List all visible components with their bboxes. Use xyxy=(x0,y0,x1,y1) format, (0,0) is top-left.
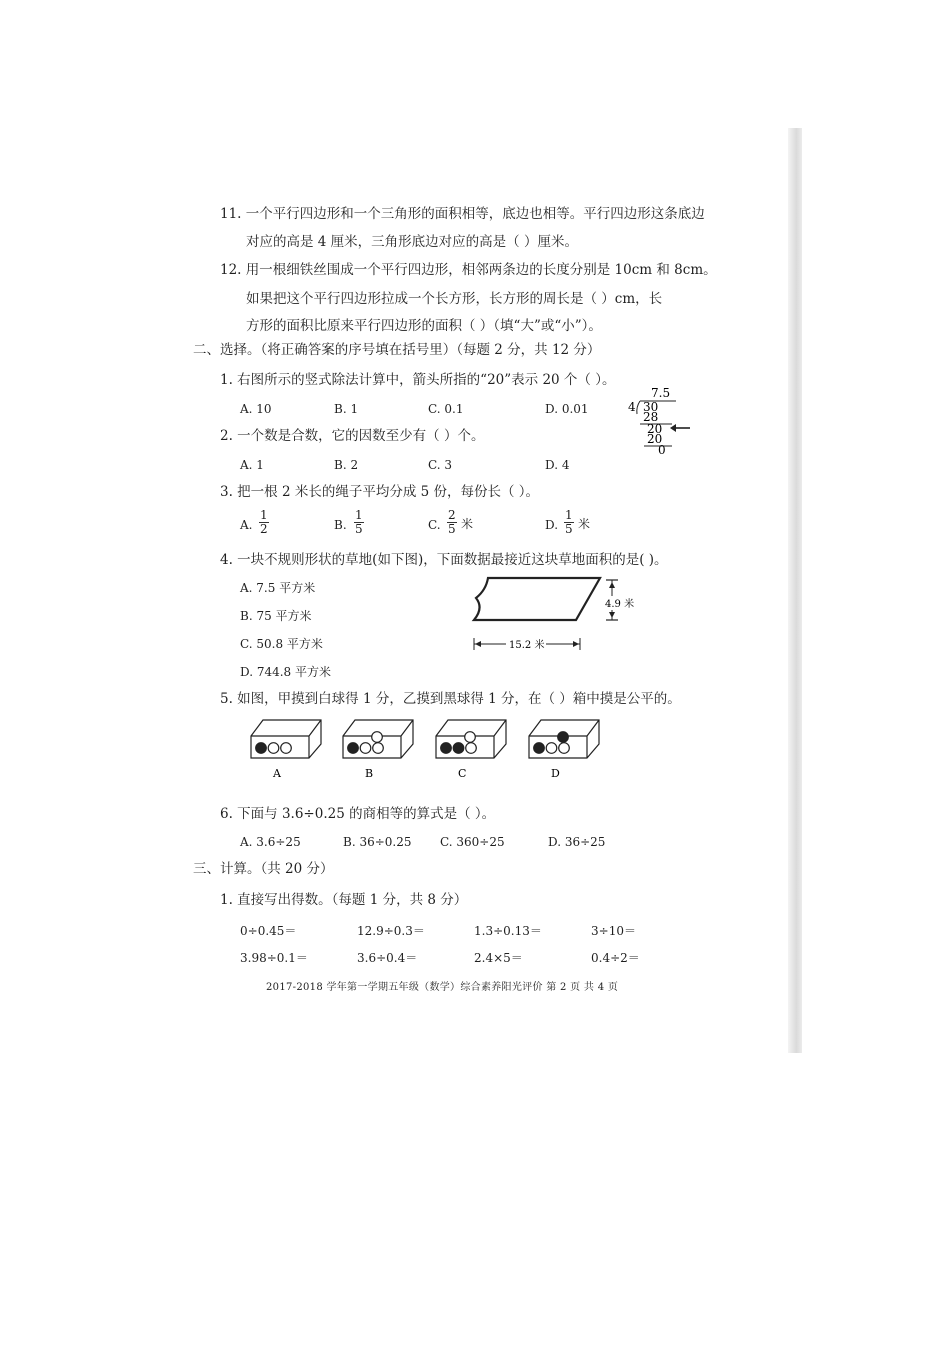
black-ball xyxy=(256,743,267,754)
calc-sub1-title: 1. 直接写出得数。（每题 1 分，共 8 分） xyxy=(220,892,468,908)
choice3-option-c-fraction xyxy=(447,509,457,536)
white-ball xyxy=(360,743,371,754)
fraction-numerator: 1 xyxy=(565,508,573,522)
black-ball xyxy=(534,743,545,754)
choice3-option-a-fraction xyxy=(259,509,269,536)
q12-line3: 方形的面积比原来平行四边形的面积（ ）（填“大”或“小”）。 xyxy=(246,318,602,334)
calc-item: 0÷0.45＝ xyxy=(240,924,297,938)
calc-item: 3.98÷0.1＝ xyxy=(240,951,308,965)
q12-line1: 12. 用一根细铁丝围成一个平行四边形，相邻两条边的长度分别是 10cm 和 8cm。 xyxy=(220,262,717,278)
choice3-option-b-label: B. xyxy=(334,518,347,532)
choice4-stem: 4. 一块不规则形状的草地(如下图)，下面数据最接近这块草地面积的是( )。 xyxy=(220,552,668,568)
calc-item: 2.4×5＝ xyxy=(474,951,523,965)
long-division-figure xyxy=(622,384,702,456)
division-divisor: 4 xyxy=(628,400,636,414)
grassland-figure xyxy=(466,570,646,660)
choice3-option-b-fraction xyxy=(354,509,364,536)
white-ball xyxy=(465,732,476,743)
black-ball xyxy=(453,743,464,754)
choice3-stem: 3. 把一根 2 米长的绳子平均分成 5 份，每份长（ ）。 xyxy=(220,484,540,500)
choice1-option-d: D. 0.01 xyxy=(545,402,589,416)
choice1-option-c: C. 0.1 xyxy=(428,402,464,416)
choice6-option-d: D. 36÷25 xyxy=(548,835,606,849)
q12-line2: 如果把这个平行四边形拉成一个长方形，长方形的周长是（ ）cm，长 xyxy=(246,291,663,307)
choice3-option-d-unit: 米 xyxy=(578,517,591,531)
ball-box-d xyxy=(527,718,609,782)
choice3-option-c-unit: 米 xyxy=(461,517,474,531)
choice6-option-c: C. 360÷25 xyxy=(440,835,505,849)
choice3-option-d-label: D. xyxy=(545,518,559,532)
fraction-denominator: 5 xyxy=(355,522,363,536)
white-ball xyxy=(546,743,557,754)
calc-item: 3÷10＝ xyxy=(591,924,636,938)
box-label: D xyxy=(551,767,560,780)
ball-box-b xyxy=(341,718,423,782)
white-ball xyxy=(268,743,279,754)
choice2-option-b: B. 2 xyxy=(334,458,359,472)
division-subtract-2: 20 xyxy=(647,432,663,446)
choice5-stem: 5. 如图，甲摸到白球得 1 分，乙摸到黑球得 1 分，在（ ）箱中摸是公平的。 xyxy=(220,691,681,707)
base-label: 15.2 米 xyxy=(509,640,545,651)
choice3-option-c-label: C. xyxy=(428,518,441,532)
division-remainder-20: 20 xyxy=(647,422,663,436)
box-label: C xyxy=(458,767,467,780)
white-ball xyxy=(281,743,292,754)
q11-line1: 11. 一个平行四边形和一个三角形的面积相等，底边也相等。平行四边形这条底边 xyxy=(220,206,705,222)
division-dividend: 30 xyxy=(643,400,659,414)
calc-item: 3.6÷0.4＝ xyxy=(357,951,418,965)
ball-box-a xyxy=(249,718,331,782)
height-label: 4.9 米 xyxy=(605,599,635,610)
black-ball xyxy=(348,743,359,754)
black-ball xyxy=(441,743,452,754)
arrow-left-icon xyxy=(670,424,690,432)
calc-item: 12.9÷0.3＝ xyxy=(357,924,425,938)
calc-item: 0.4÷2＝ xyxy=(591,951,640,965)
choice6-stem: 6. 下面与 3.6÷0.25 的商相等的算式是（ ）。 xyxy=(220,806,496,822)
choice2-stem: 2. 一个数是合数，它的因数至少有（ ）个。 xyxy=(220,428,485,444)
page-footer: 2017-2018 学年第一学期五年级（数学）综合素养阳光评价 第 2 页 共 4 页 xyxy=(266,982,619,993)
white-ball xyxy=(372,732,383,743)
choice2-option-d: D. 4 xyxy=(545,458,570,472)
choice4-option-c: C. 50.8 平方米 xyxy=(240,637,323,651)
white-ball xyxy=(559,743,570,754)
choice1-stem: 1. 右图所示的竖式除法计算中，箭头所指的“20”表示 20 个（ ）。 xyxy=(220,372,616,388)
fraction-numerator: 2 xyxy=(448,508,456,522)
section2-title: 二、选择。（将正确答案的序号填在括号里）（每题 2 分，共 12 分） xyxy=(193,342,601,358)
choice4-option-d: D. 744.8 平方米 xyxy=(240,665,331,679)
choice2-option-a: A. 1 xyxy=(240,458,264,472)
division-final-zero: 0 xyxy=(658,443,666,456)
calc-item: 1.3÷0.13＝ xyxy=(474,924,542,938)
choice1-option-b: B. 1 xyxy=(334,402,359,416)
choice1-option-a: A. 10 xyxy=(240,402,272,416)
division-subtract-1: 28 xyxy=(643,410,659,424)
fraction-denominator: 5 xyxy=(565,522,573,536)
fraction-numerator: 1 xyxy=(260,508,268,522)
white-ball xyxy=(373,743,384,754)
choice6-option-a: A. 3.6÷25 xyxy=(240,835,301,849)
choice2-option-c: C. 3 xyxy=(428,458,453,472)
fraction-numerator: 1 xyxy=(355,508,363,522)
box-label: B xyxy=(365,767,374,780)
choice3-option-a-label: A. xyxy=(240,518,253,532)
white-ball xyxy=(466,743,477,754)
division-quotient: 7.5 xyxy=(651,386,671,400)
q11-line2: 对应的高是 4 厘米，三角形底边对应的高是（ ）厘米。 xyxy=(246,234,578,250)
choice4-option-b: B. 75 平方米 xyxy=(240,609,312,623)
choice3-option-d-fraction xyxy=(564,509,574,536)
fraction-denominator: 5 xyxy=(448,522,456,536)
choice4-option-a: A. 7.5 平方米 xyxy=(240,581,316,595)
fraction-denominator: 2 xyxy=(260,522,268,536)
ball-box-c xyxy=(434,718,516,782)
scan-shadow-edge xyxy=(788,128,802,1053)
section3-title: 三、计算。（共 20 分） xyxy=(193,861,334,877)
choice6-option-b: B. 36÷0.25 xyxy=(343,835,412,849)
box-label: A xyxy=(273,767,281,780)
black-ball xyxy=(558,732,569,743)
